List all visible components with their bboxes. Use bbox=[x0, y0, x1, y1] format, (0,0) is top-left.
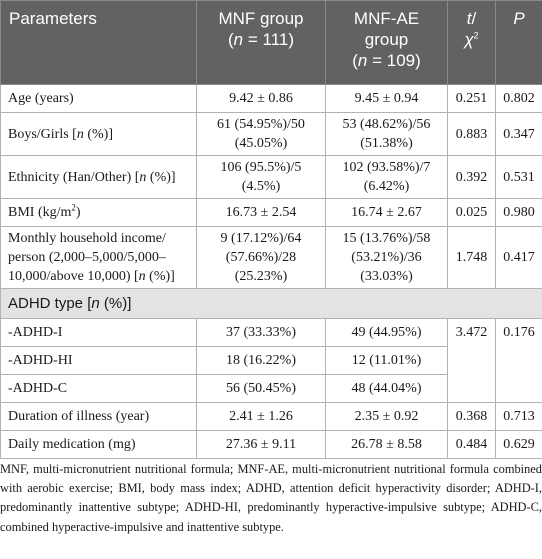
header-mnfae-group bbox=[326, 1, 448, 85]
row-param-b: (%)] bbox=[145, 269, 175, 284]
row-t: 0.368 bbox=[448, 403, 496, 431]
row-t: 0.025 bbox=[448, 199, 496, 227]
row-t: 1.748 bbox=[448, 227, 496, 289]
row-mnfae: 15 (13.76%)/58 (53.21%)/36 (33.03%) bbox=[326, 227, 448, 289]
header-mnf-n-val: = 111) bbox=[243, 30, 295, 49]
row-param bbox=[1, 227, 197, 289]
header-chi: χ bbox=[464, 30, 474, 49]
row-mnfae: 9.45 ± 0.94 bbox=[326, 85, 448, 113]
row-param: -ADHD-I bbox=[1, 319, 197, 347]
adhd-p: 0.176 bbox=[496, 319, 542, 403]
row-param-n: n bbox=[76, 126, 84, 142]
row-param bbox=[1, 156, 197, 199]
row-param-a: Ethnicity (Han/Other) [ bbox=[8, 169, 140, 185]
header-mnf-n-var: n bbox=[233, 30, 244, 49]
row-param-n: n bbox=[139, 169, 147, 185]
row-param: Daily medication (mg) bbox=[1, 431, 197, 459]
header-parameters: Parameters bbox=[1, 1, 197, 85]
row-p: 0.347 bbox=[496, 113, 542, 156]
row-p: 0.629 bbox=[496, 431, 542, 459]
row-mnfae: 16.74 ± 2.67 bbox=[326, 199, 448, 227]
row-param: Age (years) bbox=[1, 85, 197, 113]
row-param: -ADHD-HI bbox=[1, 347, 197, 375]
header-mnfae-n-val: = 109) bbox=[367, 51, 421, 70]
header-t-chi bbox=[448, 1, 496, 85]
row-param bbox=[1, 199, 197, 227]
row-param-a: Monthly household income/ person (2,000–5,000/5,000–10,000/above 10,000) [ bbox=[8, 231, 166, 284]
header-mnfae-n-var: n bbox=[357, 51, 368, 70]
row-mnfae: 48 (44.04%) bbox=[326, 375, 448, 403]
table-row bbox=[1, 156, 542, 199]
table-header bbox=[1, 1, 542, 85]
row-param-b: ) bbox=[75, 205, 81, 220]
table-row bbox=[1, 199, 542, 227]
section-label-a: ADHD type [ bbox=[8, 295, 92, 312]
adhd-t: 3.472 bbox=[448, 319, 496, 403]
row-param-sup: 2 bbox=[71, 202, 76, 213]
header-t: t bbox=[466, 9, 472, 28]
row-param-a: BMI (kg/m bbox=[8, 205, 72, 220]
row-t: 0.484 bbox=[448, 431, 496, 459]
row-mnf: 16.73 ± 2.54 bbox=[197, 199, 326, 227]
row-mnfae: 2.35 ± 0.92 bbox=[326, 403, 448, 431]
header-mnfae-label: MNF-AE bbox=[353, 9, 420, 28]
row-mnfae: 12 (11.01%) bbox=[326, 347, 448, 375]
header-slash: / bbox=[471, 9, 477, 28]
row-p: 0.980 bbox=[496, 199, 542, 227]
row-mnf: 9 (17.12%)/64 (57.66%)/28 (25.23%) bbox=[197, 227, 326, 289]
row-param bbox=[1, 113, 197, 156]
row-p: 0.713 bbox=[496, 403, 542, 431]
row-param-b: (%)] bbox=[83, 126, 113, 142]
table-row bbox=[1, 227, 542, 289]
row-p: 0.417 bbox=[496, 227, 542, 289]
row-mnfae: 102 (93.58%)/7 (6.42%) bbox=[326, 156, 448, 199]
row-param-n: n bbox=[138, 269, 146, 284]
section-label-n: n bbox=[91, 295, 100, 312]
table-row bbox=[1, 403, 542, 431]
header-mnfae-n-open: ( bbox=[352, 51, 358, 70]
header-p-label: P bbox=[513, 9, 525, 28]
header-mnfae-group-word: group bbox=[364, 30, 409, 49]
row-mnf: 37 (33.33%) bbox=[197, 319, 326, 347]
table-row bbox=[1, 319, 542, 347]
row-param-a: Boys/Girls [ bbox=[8, 126, 77, 142]
row-p: 0.531 bbox=[496, 156, 542, 199]
row-param: -ADHD-C bbox=[1, 375, 197, 403]
row-t: 0.883 bbox=[448, 113, 496, 156]
header-mnf-group bbox=[197, 1, 326, 85]
header-mnf-label: MNF group bbox=[218, 9, 304, 28]
row-param: Duration of illness (year) bbox=[1, 403, 197, 431]
section-row-adhd-type bbox=[1, 289, 542, 319]
header-mnf-n-open: ( bbox=[227, 30, 234, 49]
table-footnote: MNF, multi-micronutrient nutritional formula; MNF-AE, multi-micronutrient nutritional formula combined with aerobic exercise; BMI, body mass index; ADHD, attention deficit hyperactivity disorder; ADHD-I, predominantly inattentive subtype; ADHD-HI, predominantly hyperactive-impulsive subtype; ADHD-C, combined hyperactive-impulsive and inattentive subtype. bbox=[0, 462, 542, 534]
table-row bbox=[1, 431, 542, 459]
header-p bbox=[496, 1, 542, 85]
row-p: 0.802 bbox=[496, 85, 542, 113]
row-mnf: 61 (54.95%)/50 (45.05%) bbox=[197, 113, 326, 156]
row-mnf: 56 (50.45%) bbox=[197, 375, 326, 403]
section-label bbox=[1, 289, 542, 319]
row-mnf: 2.41 ± 1.26 bbox=[197, 403, 326, 431]
row-mnf: 27.36 ± 9.11 bbox=[197, 431, 326, 459]
section-label-b: (%)] bbox=[99, 295, 132, 312]
row-mnf: 106 (95.5%)/5 (4.5%) bbox=[197, 156, 326, 199]
row-mnf: 18 (16.22%) bbox=[197, 347, 326, 375]
row-mnfae: 26.78 ± 8.58 bbox=[326, 431, 448, 459]
row-mnfae: 49 (44.95%) bbox=[326, 319, 448, 347]
row-param-b: (%)] bbox=[146, 169, 176, 185]
row-mnfae: 53 (48.62%)/56 (51.38%) bbox=[326, 113, 448, 156]
row-t: 0.251 bbox=[448, 85, 496, 113]
row-t: 0.392 bbox=[448, 156, 496, 199]
header-chi-sup: 2 bbox=[473, 30, 479, 41]
table-row bbox=[1, 85, 542, 113]
row-mnf: 9.42 ± 0.86 bbox=[197, 85, 326, 113]
table-row bbox=[1, 113, 542, 156]
